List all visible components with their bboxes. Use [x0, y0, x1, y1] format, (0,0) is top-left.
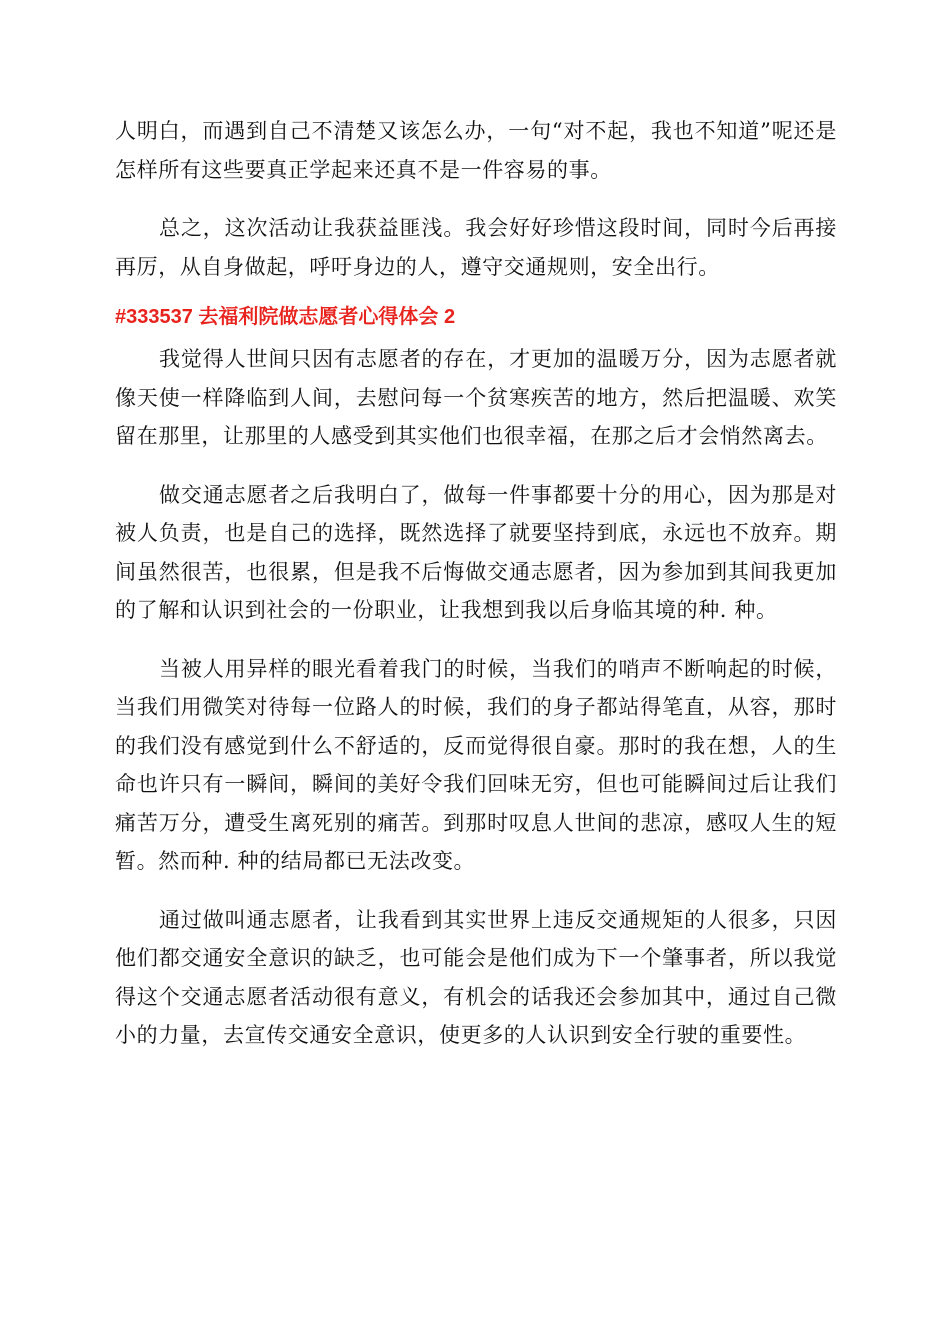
document-body [115, 112, 837, 1055]
section-heading: #333537 去福利院做志愿者心得体会 2 [115, 306, 456, 328]
paragraph-conclusion: 总之，这次活动让我获益匪浅。我会好好珍惜这段时间，同时今后再接再厉，从自身做起，呼吁身边的人，遵守交通规则，安全出行。 [115, 216, 837, 279]
paragraph-body-3: 当被人用异样的眼光看着我门的时候，当我们的哨声不断响起的时候，当我们用微笑对待每一位路人的时候，我们的身子都站得笔直，从容，那时的我们没有感觉到什么不舒适的，反而觉得很自豪。那时的我在想，人的生命也许只有一瞬间，瞬间的美好令我们回味无穷，但也可能瞬间过后让我们痛苦万分，遭受生离死别的痛苦。到那时叹息人世间的悲凉，感叹人生的短暂。然而种. 种的结局都已无法改变。 [115, 656, 837, 873]
paragraph-body-1: 我觉得人世间只因有志愿者的存在，才更加的温暖万分，因为志愿者就像天使一样降临到人间，去慰问每一个贫寒疾苦的地方，然后把温暖、欢笑留在那里，让那里的人感受到其实他们也很幸福，在那之后才会悄然离去。 [115, 347, 837, 448]
paragraph-body-4: 通过做叫通志愿者，让我看到其实世界上违反交通规矩的人很多，只因他们都交通安全意识的缺乏，也可能会是他们成为下一个肇事者，所以我觉得这个交通志愿者活动很有意义，有机会的话我还会参加其中，通过自己微小的力量，去宣传交通安全意识，使更多的人认识到安全行驶的重要性。 [115, 907, 837, 1047]
paragraph-body-2: 做交通志愿者之后我明白了，做每一件事都要十分的用心，因为那是对被人负责，也是自己的选择，既然选择了就要坚持到底，永远也不放弃。期间虽然很苦，也很累，但是我不后悔做交通志愿者，因为参加到其间我更加的了解和认识到社会的一份职业，让我想到我以后身临其境的种. 种。 [115, 482, 837, 622]
paragraph-continuation: 人明白，而遇到自己不清楚又该怎么办，一句“对不起，我也不知道”呢还是怎样所有这些要真正学起来还真不是一件容易的事。 [115, 119, 837, 182]
